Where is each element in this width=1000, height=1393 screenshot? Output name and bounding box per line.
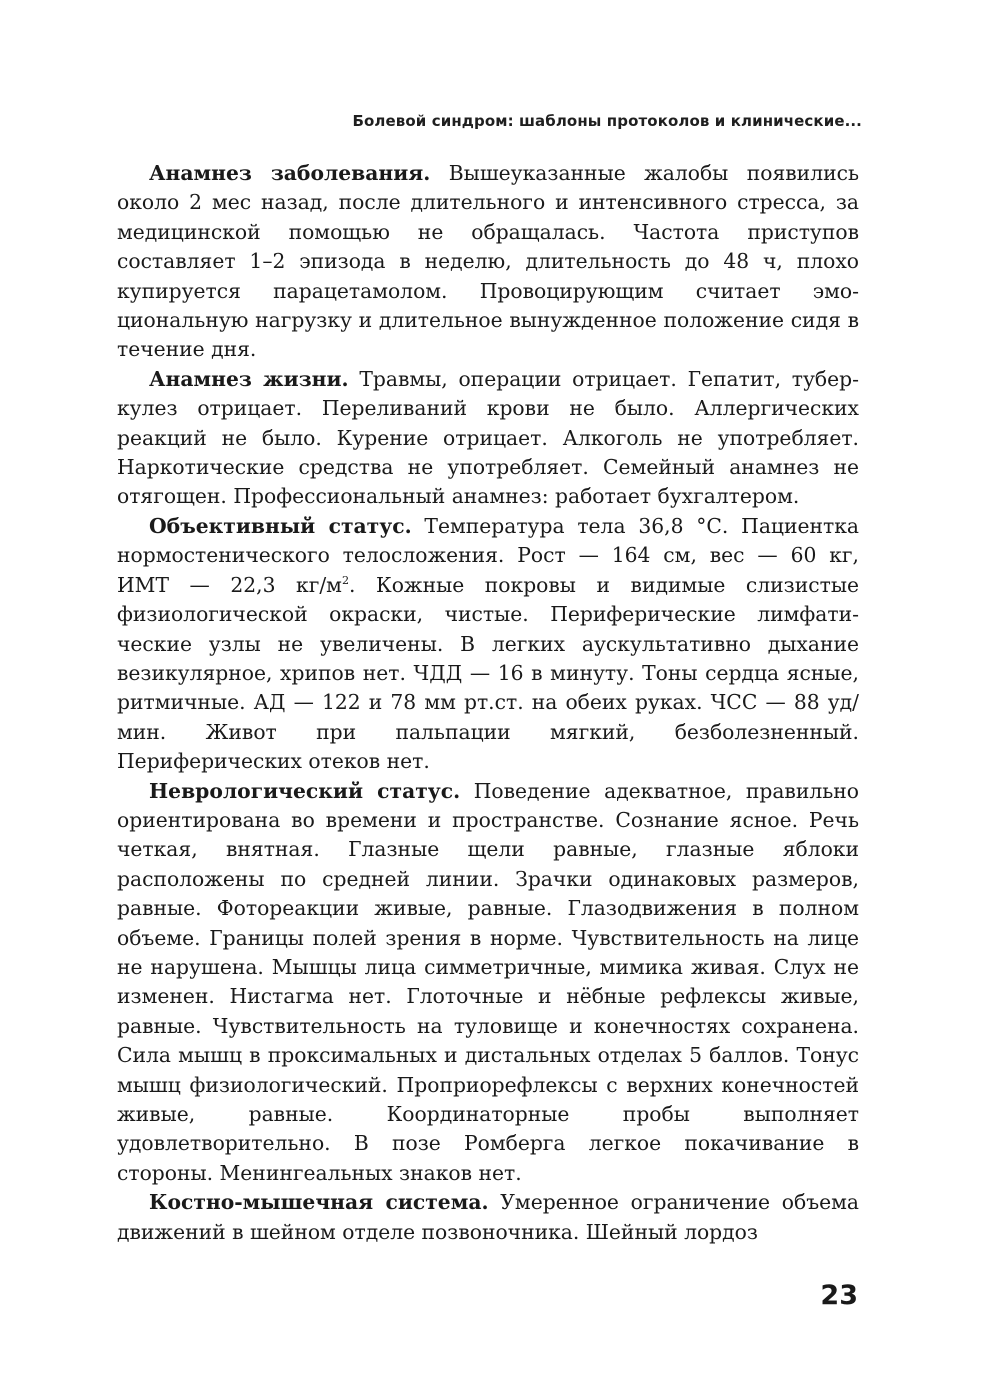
body-text — [117, 159, 859, 1247]
paragraph-objective-status — [117, 512, 859, 777]
paragraph-heading: Анамнез жизни. — [149, 366, 349, 391]
paragraph-neurological-status — [117, 777, 859, 1189]
superscript: 2 — [341, 573, 350, 587]
page-number: 23 — [820, 1280, 858, 1311]
paragraph-text: Вышеуказанные жалобы появились около 2 мес назад, после длительного и интенсивного стресса, за медицинской помощью не обращалась. Частота приступов составляет 1–2 эпизода в неделю, длительность до 48 ч, плохо купируется парацетамолом. Провоцирующим считает эмоциональную нагрузку и длительное вынужденное положение сидя в течение дня. — [117, 161, 859, 362]
paragraph-anamnesis-vitae — [117, 365, 859, 512]
paragraph-heading: Объективный статус. — [149, 513, 412, 538]
paragraph-musculoskeletal — [117, 1188, 859, 1247]
paragraph-text: Поведение адекватное, правильно ориентирована во времени и пространстве. Сознание ясное. Речь четкая, внятная. Глазные щели равные, глазные яблоки расположены по средней линии. Зрачки одинаковых размеров, равные. Фотореакции живые, равные. Глазодвижения в полном объеме. Границы полей зрения в норме. Чувствительность на лице не нарушена. Мышцы лица симметричные, мимика живая. Слух не изменен. Нистагма нет. Глоточные и нёбные рефлексы живые, равные. Чувствительность на туловище и конечностях сохранена. Сила мышц в проксимальных и дистальных отделах 5 баллов. Тонус мышц физиологический. Проприорефлексы с верхних конечностей живые, равные. Координаторные пробы выполняет удовлетворительно. В позе Ромберга легкое покачивание в стороны. Менингеальных знаков нет. — [117, 778, 859, 1185]
running-title: Болевой синдром: шаблоны протоколов и клинические... — [352, 112, 862, 130]
paragraph-heading: Неврологический статус. — [149, 778, 461, 803]
paragraph-text: Умеренное ограничение объема движений в шейном отделе позвоночника. Шейный лордоз — [117, 1190, 859, 1244]
paragraph-text: Травмы, операции отрицает. Гепатит, туберкулез отрицает. Переливаний крови не было. Аллергических реакций не было. Курение отрицает. Алкоголь не употребляет. Наркотические средства не употребляет. Семейный анамнез не отягощен. Профессиональный анамнез: работает бухгалтером. — [117, 366, 859, 509]
paragraph-heading: Костно-мышечная система. — [149, 1190, 489, 1215]
paragraph-heading: Анамнез заболевания. — [149, 161, 431, 185]
paragraph-text: Температура тела 36,8 °С. Пациентка нормостенического телосложения. Рост — 164 см, вес — 60 кг, ИМТ — 22,3 кг/м — [117, 513, 859, 597]
paragraph-text-continued: . Кожные покровы и видимые слизистые физиологической окраски, чистые. Периферические лимфатические узлы не увеличены. В легких аускультативно дыхание везикулярное, хрипов нет. ЧДД — 16 в минуту. Тоны сердца ясные, ритмичные. АД — 122 и 78 мм рт.ст. на обеих руках. ЧСС — 88 уд/мин. Живот при пальпации мягкий, безболезненный. Периферических отеков нет. — [117, 572, 859, 774]
paragraph-anamnesis-morbi — [117, 159, 859, 365]
